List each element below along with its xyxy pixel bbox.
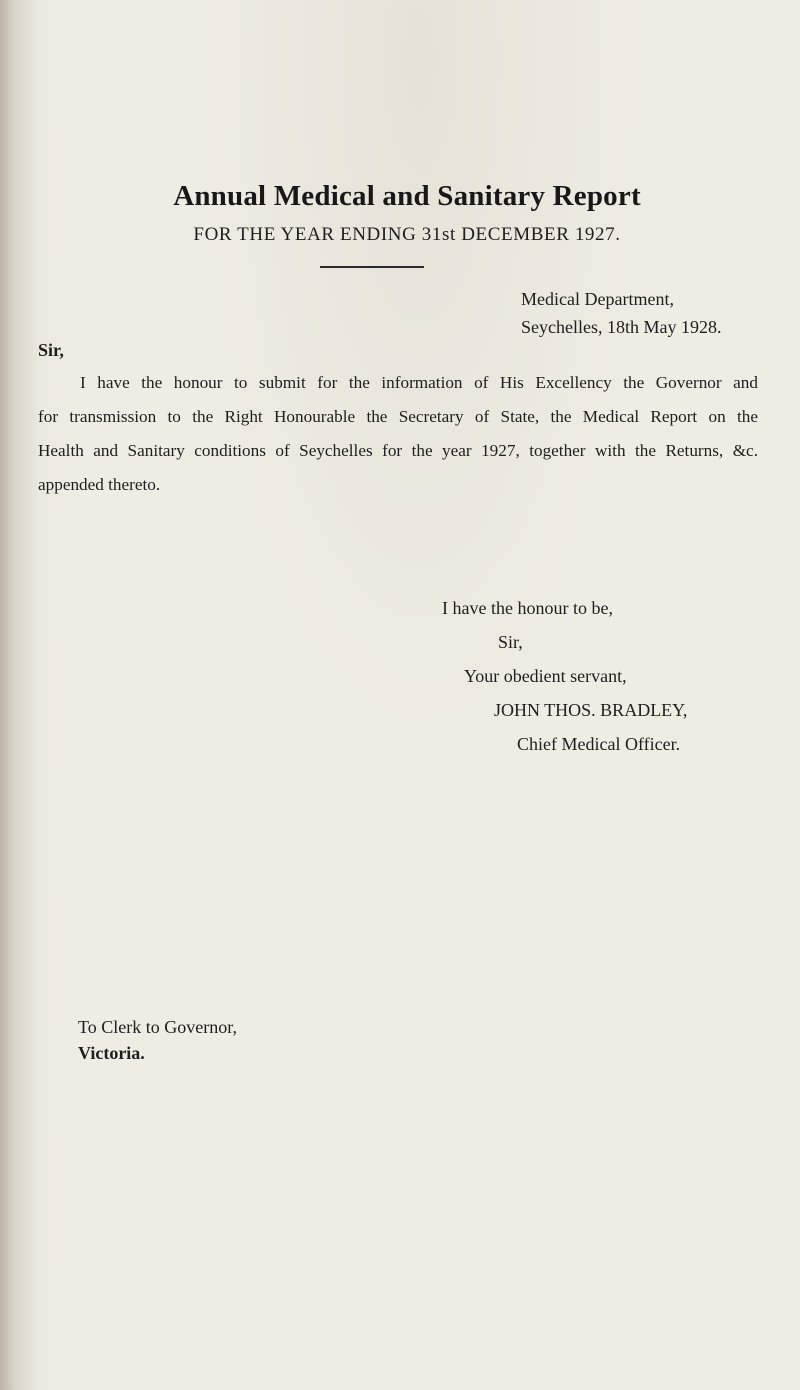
body-line: appended thereto.: [38, 475, 161, 494]
closing-sir: Sir,: [498, 632, 523, 652]
report-subtitle: FOR THE YEAR ENDING 31st DECEMBER 1927.: [193, 224, 621, 245]
title-divider: [320, 266, 424, 268]
recipient-line: To Clerk to Governor,: [78, 1017, 237, 1037]
report-title: Annual Medical and Sanitary Report: [173, 180, 641, 212]
body-line: Health and Sanitary conditions of Seychelles for the year 1927, together with the Returns, &c.: [38, 441, 758, 460]
signature-position: Chief Medical Officer.: [517, 734, 681, 754]
recipient-block: [78, 1014, 237, 1066]
department-line: Medical Department,: [521, 289, 674, 309]
salutation: Sir,: [38, 340, 64, 360]
signature-name: JOHN THOS. BRADLEY,: [494, 700, 688, 720]
closing-servant: Your obedient servant,: [464, 666, 627, 686]
recipient-place: Victoria.: [78, 1043, 145, 1063]
place-date-line: Seychelles, 18th May 1928.: [521, 317, 722, 337]
closing-line: I have the honour to be,: [442, 598, 613, 618]
sender-address: [521, 285, 721, 341]
body-line: I have the honour to submit for the information of His Excellency the Governor and: [80, 373, 758, 392]
body-line: for transmission to the Right Honourable the Secretary of State, the Medical Report on the: [38, 407, 758, 426]
letter-body: [38, 366, 758, 502]
